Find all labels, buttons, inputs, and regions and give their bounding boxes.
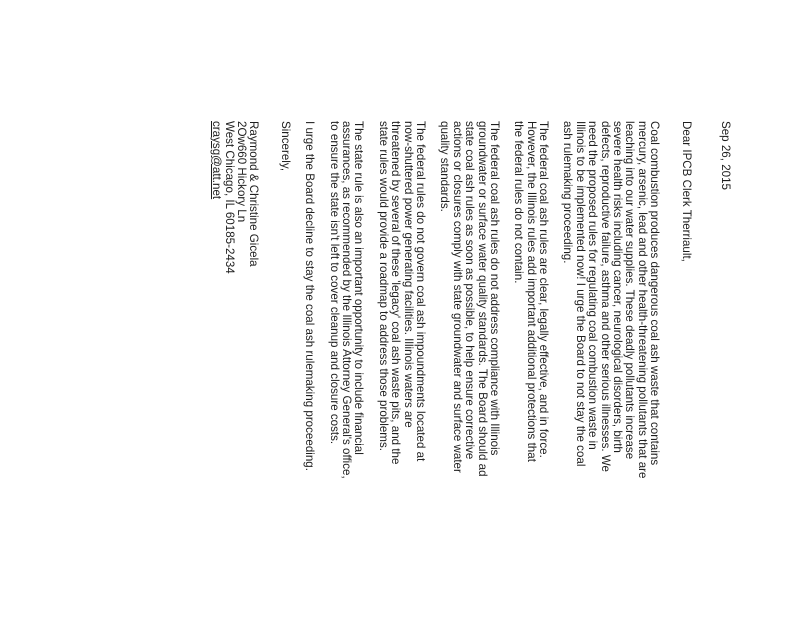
paragraph-line: defects, reproductive failure, asthma and other serious illnesses. We — [598, 121, 612, 472]
paragraph-line: ash rulemaking proceeding. — [561, 121, 575, 264]
paragraph-line: actions or closures comply with state groundwater and surface water — [450, 121, 464, 473]
paragraph-line: mercury, arsenic, lead and other health-threatening pollutants that are — [635, 121, 649, 479]
paragraph-line: However, the Illinois rules add important additional protections that — [524, 121, 538, 462]
paragraph-line: Illinois to be implemented now! I urge the Board to not stay the coal — [573, 121, 587, 467]
paragraph-line: severe health risks including cancer, neurological disorders, birth — [611, 121, 625, 453]
paragraph-line: threatened by several of these 'legacy' coal ash waste pits, and the — [389, 121, 403, 465]
paragraph-line: the federal rules do not contain. — [512, 121, 526, 284]
paragraph-line: assurances, as recommended by the Illinois Attorney General's office, — [340, 121, 354, 479]
paragraph-line: quality standards. — [438, 121, 452, 212]
letter-paragraph — [438, 121, 500, 591]
paragraph-line: need the proposed rules for regulating coal combustion waste in — [586, 121, 600, 450]
paragraph-line: I urge the Board decline to stay the coal ash rulemaking proceeding. — [303, 121, 317, 471]
paragraph-line: state rules would provide a roadmap to address those problems. — [376, 121, 390, 451]
paragraph-line: The state rule is also an important opportunity to include financial — [352, 121, 366, 455]
letter-paragraph — [303, 121, 315, 591]
paragraph-line: state coal ash rules as soon as possible, to help ensure corrective — [463, 121, 477, 460]
letter-date: Sep 26, 2015 — [719, 121, 732, 190]
signature-name: Raymond & Christine Gicela — [247, 121, 261, 267]
paragraph-line: The federal coal ash rules do not address compliance with Illinois — [487, 121, 501, 456]
letter-paragraphs — [303, 121, 660, 591]
signature-email-link[interactable]: craysg@att.net — [210, 121, 224, 200]
signature-block — [210, 121, 260, 591]
paragraph-line: leaching into our water supplies. These deadly pollutants increase — [623, 121, 637, 460]
closing: Sincerely, — [278, 121, 292, 172]
signature-street: 2Ow660 Hickory Ln — [235, 121, 249, 223]
paragraph-line: to ensure the state isn't left to cover cleanup and closure costs. — [327, 121, 341, 445]
paragraph-line: Coal combustion produces dangerous coal ash waste that contains — [648, 121, 662, 466]
letter-body — [210, 121, 731, 591]
paragraph-line: groundwater or surface water quality standards. The Board should ad — [475, 121, 489, 477]
salutation: Dear IPCB Clerk Therriault, — [679, 121, 693, 262]
letter-paragraph — [376, 121, 426, 591]
paragraph-line: The federal coal ash rules are clear, legally effective, and in force. — [537, 121, 551, 458]
paragraph-line: The federal rules do not govern coal ash impoundments located at — [413, 121, 427, 462]
letter-paragraph — [327, 121, 364, 591]
paragraph-line: now-shuttered power generating facilities. Illinois waters are — [401, 121, 415, 428]
letter-paragraph — [561, 121, 660, 591]
letter-paragraph — [512, 121, 549, 591]
signature-city: West Chicago, IL 60185-2434 — [222, 121, 236, 274]
